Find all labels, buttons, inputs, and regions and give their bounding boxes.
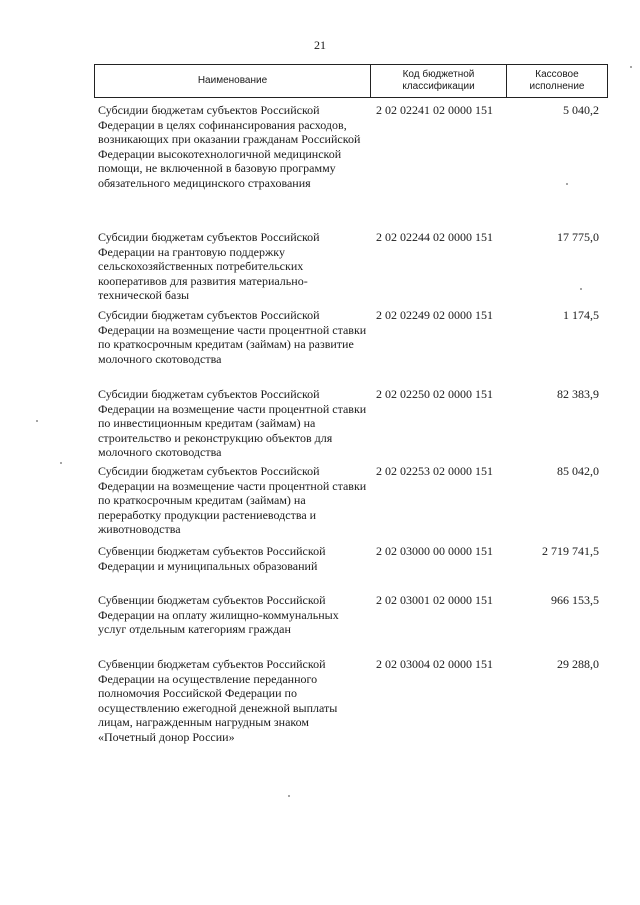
row-amount: 966 153,5 xyxy=(551,593,599,607)
row-name: Субсидии бюджетам субъектов Российской Федерации на грантовую поддержку сельскохозяйственных потребительских кооперативов для развития материально-технической базы xyxy=(98,230,320,302)
row-amount: 1 174,5 xyxy=(563,308,599,322)
row-code: 2 02 03004 02 0000 151 xyxy=(376,657,493,671)
row-code: 2 02 02241 02 0000 151 xyxy=(376,103,493,117)
row-code: 2 02 02250 02 0000 151 xyxy=(376,387,493,401)
page-number: 21 xyxy=(314,38,326,52)
row-name: Субсидии бюджетам субъектов Российской Федерации на возмещение части процентной ставки по краткосрочным кредитам (займам) на переработку продукции растениеводства и животноводства xyxy=(98,464,367,536)
row-amount: 82 383,9 xyxy=(557,387,599,401)
row-code: 2 02 02253 02 0000 151 xyxy=(376,464,493,478)
scan-speck xyxy=(36,420,38,422)
row-name: Субвенции бюджетам субъектов Российской Федерации на оплату жилищно-коммунальных услуг отдельным категориям граждан xyxy=(98,593,339,636)
scan-speck xyxy=(580,288,582,290)
table-header xyxy=(94,64,608,98)
row-code: 2 02 02244 02 0000 151 xyxy=(376,230,493,244)
row-code: 2 02 03000 00 0000 151 xyxy=(376,544,493,558)
header-cash-execution: Кассовое исполнение xyxy=(529,69,585,92)
row-name: Субсидии бюджетам субъектов Российской Федерации в целях софинансирования расходов, возникающих при оказании гражданам Российской Федерации высокотехнологичной медицинской помощи, не включенной в базовую программу обязательного медицинского страхования xyxy=(98,103,361,190)
scan-speck xyxy=(60,462,62,464)
row-amount: 5 040,2 xyxy=(563,103,599,117)
row-name: Субвенции бюджетам субъектов Российской Федерации и муниципальных образований xyxy=(98,544,326,573)
row-amount: 2 719 741,5 xyxy=(542,544,599,558)
scan-speck xyxy=(288,795,290,797)
row-name: Субсидии бюджетам субъектов Российской Федерации на возмещение части процентной ставки по инвестиционным кредитам (займам) на строительство и реконструкцию объектов для молочного скотоводства xyxy=(98,387,367,459)
row-name: Субсидии бюджетам субъектов Российской Федерации на возмещение части процентной ставки по краткосрочным кредитам (займам) на развитие молочного скотоводства xyxy=(98,308,367,366)
row-amount: 85 042,0 xyxy=(557,464,599,478)
header-budget-code: Код бюджетной классификации xyxy=(371,65,507,97)
scan-speck xyxy=(630,66,632,68)
scan-speck xyxy=(566,183,568,185)
row-code: 2 02 02249 02 0000 151 xyxy=(376,308,493,322)
row-name: Субвенции бюджетам субъектов Российской Федерации на осуществление переданного полномочия Российской Федерации по осуществлению ежегодной денежной выплаты лицам, награжденным нагрудным знаком «Почетный донор России» xyxy=(98,657,338,744)
row-code: 2 02 03001 02 0000 151 xyxy=(376,593,493,607)
row-amount: 17 775,0 xyxy=(557,230,599,244)
header-name: Наименование xyxy=(95,65,371,97)
row-amount: 29 288,0 xyxy=(557,657,599,671)
